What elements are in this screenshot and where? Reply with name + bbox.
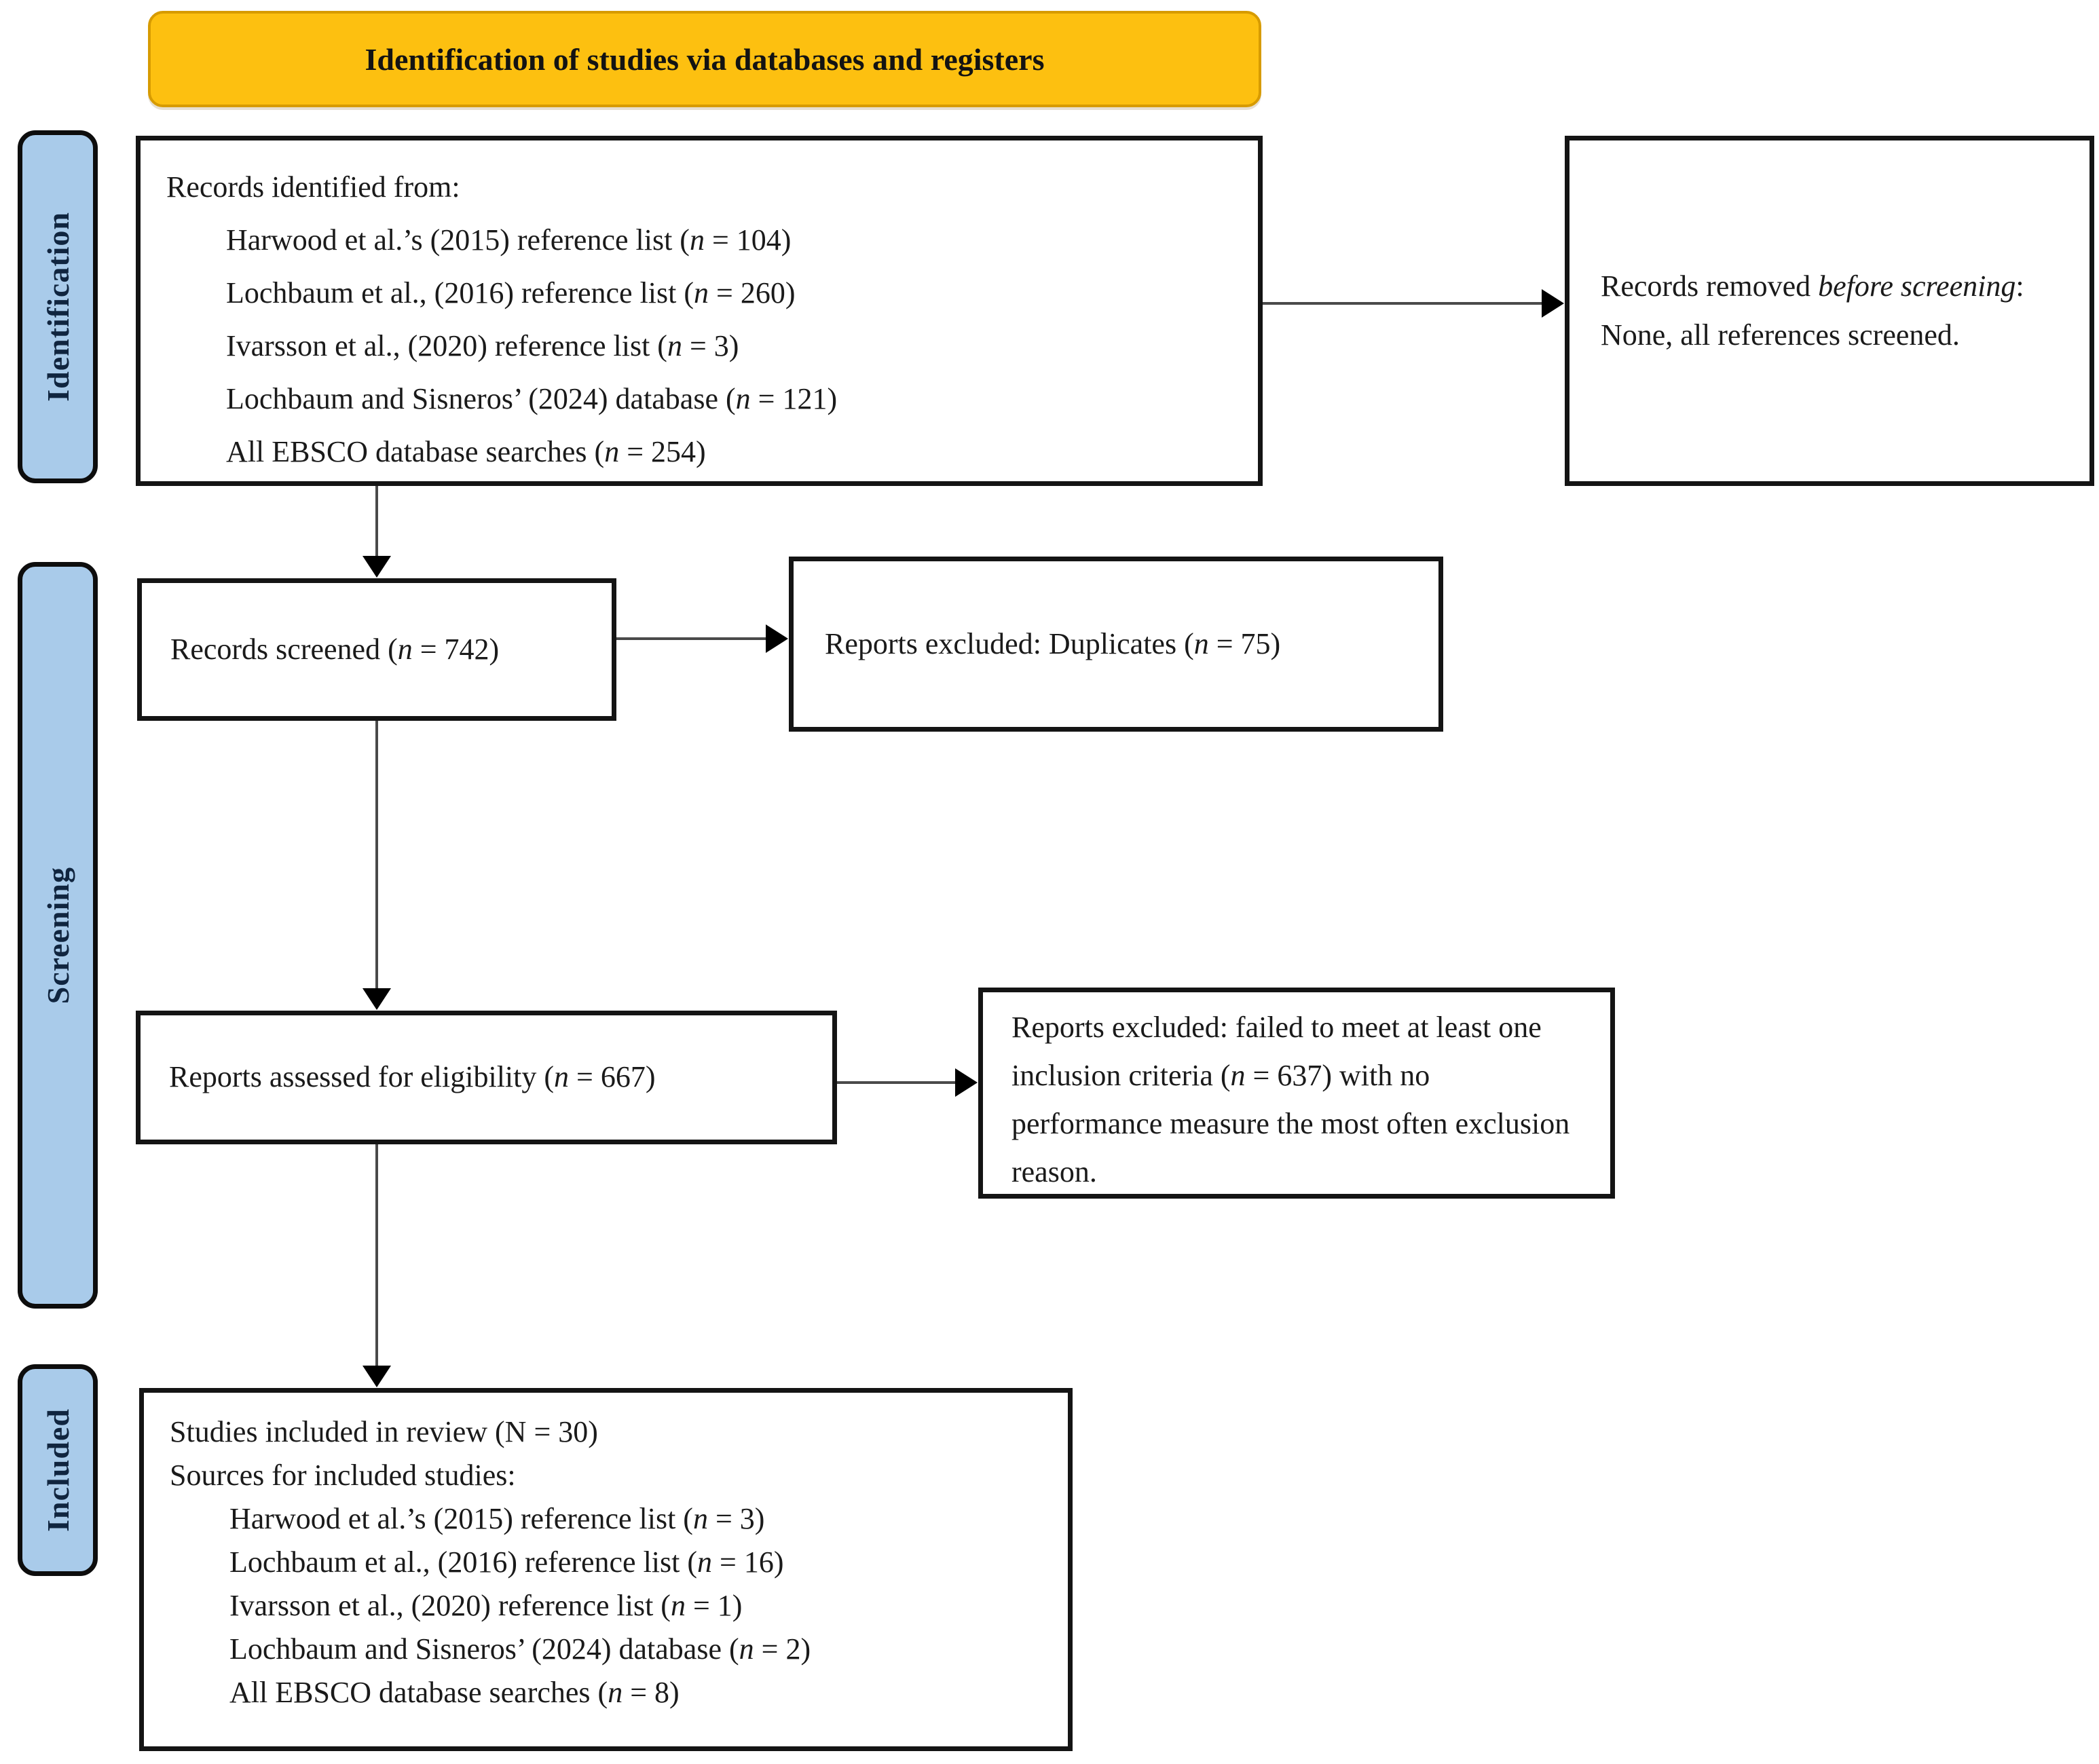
box-records-identified — [136, 136, 1263, 486]
studies-included-source: Lochbaum and Sisneros’ (2024) database (n = 2) — [229, 1632, 811, 1666]
arrow-identified-to-screened — [375, 486, 378, 557]
records-identified-heading: Records identified from: — [166, 170, 460, 204]
studies-included-heading: Studies included in review (N = 30) — [170, 1415, 598, 1448]
arrow-assessed-to-included — [375, 1144, 378, 1366]
records-screened-text: Records screened (n = 742) — [170, 632, 500, 666]
arrow-identified-to-removed — [1263, 302, 1542, 305]
reports-excluded-duplicates-text: Reports excluded: Duplicates (n = 75) — [825, 626, 1281, 660]
arrow-screened-to-assessed — [375, 721, 378, 989]
reports-excluded-criteria-text: Reports excluded: failed to meet at least one inclusion criteria (n = 637) with no performance measure the most often exclusion reason. — [1011, 1011, 1570, 1188]
box-reports-excluded-duplicates — [789, 557, 1443, 732]
box-records-removed-before-screening — [1565, 136, 2094, 486]
reports-assessed-text: Reports assessed for eligibility (n = 667) — [169, 1060, 656, 1094]
stage-label-screening-text: Screening — [40, 866, 75, 1005]
records-removed-text: Records removed before screening: None, all references screened. — [1601, 269, 2024, 352]
box-records-screened — [137, 578, 616, 721]
banner-title: Identification of studies via databases and registers — [148, 11, 1261, 107]
stage-label-included-text: Included — [40, 1408, 75, 1532]
records-identified-source: Lochbaum et al., (2016) reference list (n = 260) — [226, 276, 796, 309]
arrowhead-right-icon — [1542, 289, 1564, 318]
studies-included-subheading: Sources for included studies: — [170, 1459, 516, 1492]
studies-included-source: All EBSCO database searches (n = 8) — [229, 1676, 680, 1709]
arrowhead-down-icon — [363, 1366, 391, 1387]
records-identified-source: Lochbaum and Sisneros’ (2024) database (n = 121) — [226, 382, 838, 415]
records-identified-source: All EBSCO database searches (n = 254) — [226, 435, 706, 468]
records-identified-source: Ivarsson et al., (2020) reference list (n = 3) — [226, 329, 739, 362]
stage-label-identification-text: Identification — [40, 212, 75, 402]
box-reports-assessed-eligibility — [136, 1011, 837, 1144]
arrow-screened-to-duplicates — [616, 637, 766, 640]
arrowhead-right-icon — [955, 1068, 978, 1097]
records-identified-source: Harwood et al.’s (2015) reference list (n = 104) — [226, 223, 792, 257]
stage-label-screening — [18, 562, 98, 1309]
stage-label-included — [18, 1364, 98, 1576]
studies-included-source: Lochbaum et al., (2016) reference list (n = 16) — [229, 1545, 784, 1579]
box-studies-included — [139, 1388, 1073, 1751]
stage-label-identification — [18, 130, 98, 483]
box-reports-excluded-criteria — [978, 988, 1615, 1199]
studies-included-source: Ivarsson et al., (2020) reference list (n = 1) — [229, 1589, 743, 1622]
arrow-assessed-to-excluded — [837, 1081, 956, 1084]
studies-included-source: Harwood et al.’s (2015) reference list (n = 3) — [229, 1502, 765, 1535]
arrowhead-down-icon — [363, 556, 391, 578]
arrowhead-right-icon — [766, 624, 788, 653]
arrowhead-down-icon — [363, 988, 391, 1010]
